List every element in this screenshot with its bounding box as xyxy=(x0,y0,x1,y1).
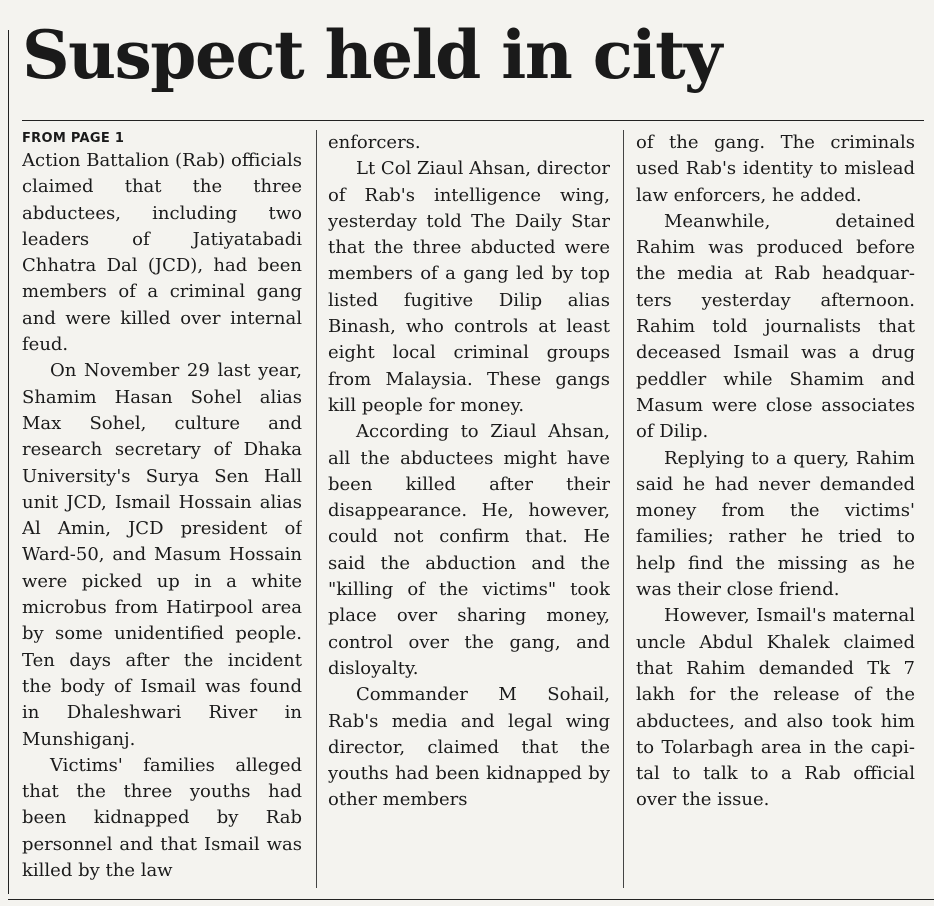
column-divider xyxy=(316,130,317,888)
headline-rule xyxy=(22,120,924,121)
paragraph: However, Ismail's maternal uncle Abdul Khalek claimed that Rahim demanded Tk 7 lakh for the release of the abductees, and also took him to Tolarbagh area in the capital to talk to a Rab official over the issue. xyxy=(636,605,915,811)
article-column-3 xyxy=(636,130,915,888)
kicker-from-page: FROM PAGE 1 xyxy=(22,131,125,146)
column-divider xyxy=(623,130,624,888)
paragraph: Meanwhile, detained Rahim was produced before the media at Rab headquarters yesterday afternoon. Rahim told journalists that deceased Ismail was a drug peddler while Shamim and Masum were close associates of Dilip. xyxy=(636,210,915,443)
page-frame-left-border xyxy=(8,30,9,894)
article-column-1 xyxy=(22,130,302,888)
paragraph: of the gang. The criminals used Rab's identity to mislead law enforcers, he added. xyxy=(636,132,915,206)
page-frame-bottom-border xyxy=(8,899,934,900)
paragraph: Action Battalion (Rab) officials claimed that the three abductees, including two leaders of Jatiyatabadi Chhatra Dal (JCD), had been members of a criminal gang and were killed over internal feud. xyxy=(22,150,302,356)
paragraph: Victims' families alleged that the three youths had been kidnapped by Rab personnel and that Ismail was killed by the law xyxy=(22,754,302,882)
paragraph: On November 29 last year, Shamim Hasan Sohel alias Max Sohel, culture and research secretary of Dhaka University's Surya Sen Hall unit JCD, Ismail Hossain alias Al Amin, JCD president of Ward-50, and Masum Hossain were picked up in a white microbus from Hatirpool area by some unidentified people. Ten days after the incident the body of Ismail was found in Dhaleshwari River in Munshiganj. xyxy=(22,360,302,750)
paragraph: enforcers. xyxy=(328,132,421,153)
paragraph: Commander M Sohail, Rab's media and legal wing director, claimed that the youths had been kidnapped by other members xyxy=(328,684,610,811)
paragraph: According to Ziaul Ahsan, all the abductees might have been killed after their disappearance. He, however, could not confirm that. He said the abduction and the "killing of the victims" took place over sharing money, control over the gang, and disloyalty. xyxy=(328,421,610,679)
article-column-2 xyxy=(328,130,610,888)
paragraph: Replying to a query, Rahim said he had never demanded money from the victims' families; rather he tried to help find the missing as he was their close friend. xyxy=(636,447,915,601)
headline: Suspect held in city xyxy=(22,16,721,94)
paragraph: Lt Col Ziaul Ahsan, director of Rab's intelligence wing, yesterday told The Daily Star that the three abducted were members of a gang led by top listed fugitive Dilip alias Binash, who controls at least eight local criminal groups from Malaysia. These gangs kill people for money. xyxy=(328,158,610,416)
